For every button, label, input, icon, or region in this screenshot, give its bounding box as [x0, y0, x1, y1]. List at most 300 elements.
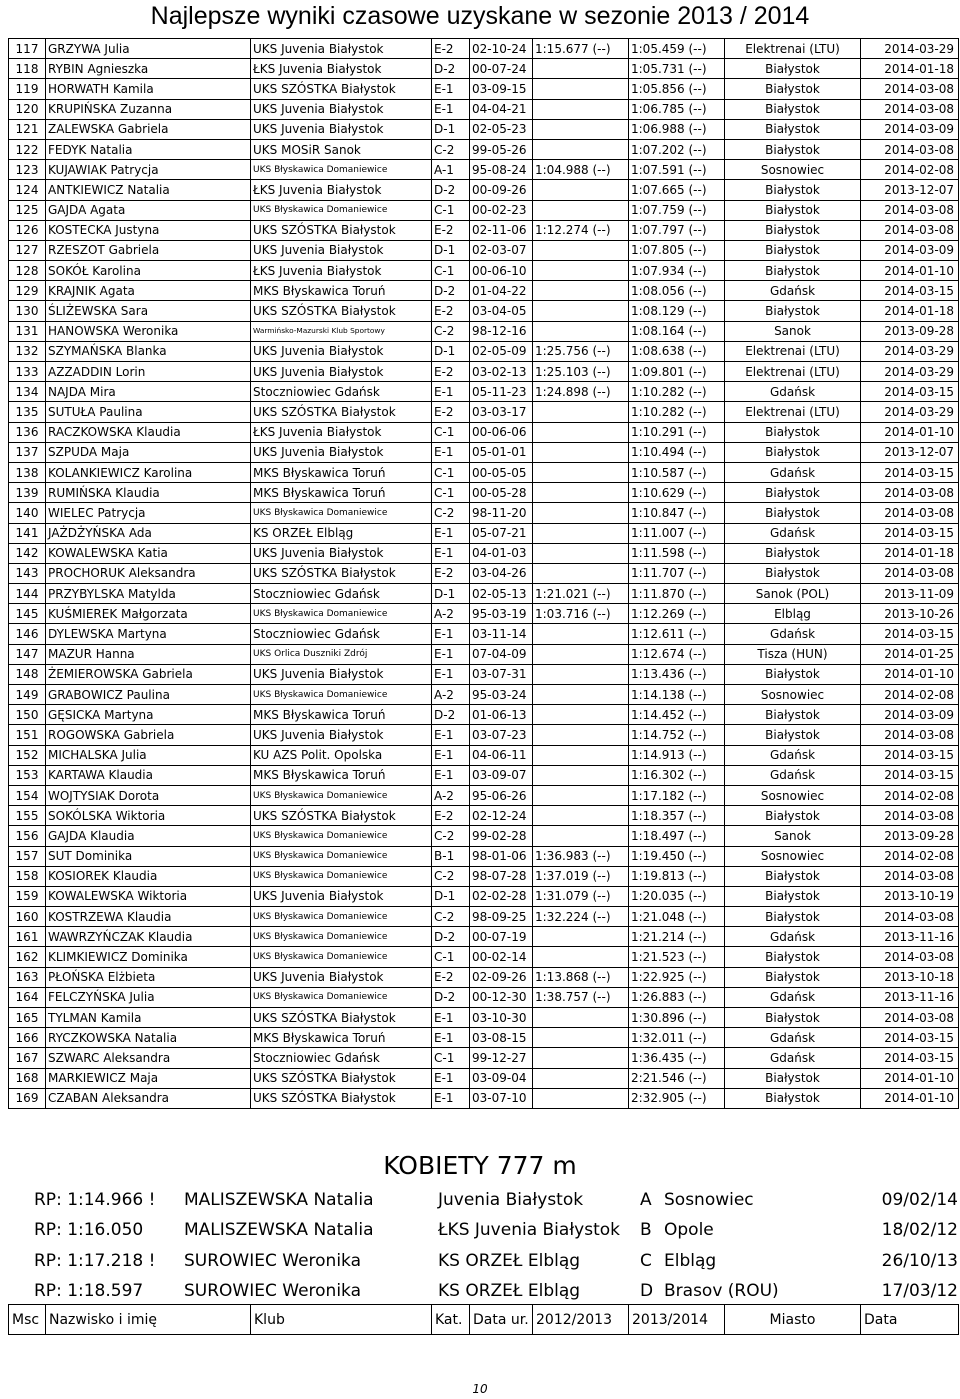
club-cell: UKS Juvenia Białystok	[251, 362, 432, 382]
time-2014-cell: 1:11.707 (--)	[629, 563, 725, 583]
time-2014-cell: 1:14.913 (--)	[629, 745, 725, 765]
position-cell: 166	[9, 1028, 46, 1048]
date-cell: 2014-03-09	[861, 240, 959, 260]
athlete-name-cell: ŚLIŻEWSKA Sara	[46, 301, 251, 321]
position-cell: 124	[9, 180, 46, 200]
time-2014-cell: 1:21.214 (--)	[629, 927, 725, 947]
category-cell: D-1	[432, 341, 470, 361]
club-cell: MKS Błyskawica Toruń	[251, 462, 432, 482]
date-cell: 2014-03-15	[861, 281, 959, 301]
time-2013-cell	[533, 765, 629, 785]
category-cell: E-2	[432, 362, 470, 382]
table-row	[9, 99, 959, 119]
athlete-name-cell: WAWRZYŃCZAK Klaudia	[46, 927, 251, 947]
time-2014-cell: 1:07.934 (--)	[629, 261, 725, 281]
record-row	[34, 1185, 960, 1215]
athlete-name-cell: PRZYBYLSKA Matylda	[46, 584, 251, 604]
category-cell: D-1	[432, 119, 470, 139]
position-cell: 154	[9, 785, 46, 805]
date-cell: 2014-03-08	[861, 483, 959, 503]
record-date: 18/02/12	[881, 1220, 958, 1241]
position-cell: 134	[9, 382, 46, 402]
table-row	[9, 907, 959, 927]
city-cell: Tisza (HUN)	[725, 644, 861, 664]
record-label: RP: 1:16.050	[34, 1220, 144, 1241]
record-category-letter: B	[640, 1220, 652, 1241]
date-cell: 2014-01-10	[861, 1088, 959, 1108]
date-cell: 2014-03-15	[861, 382, 959, 402]
table-row	[9, 927, 959, 947]
time-2014-cell: 1:21.048 (--)	[629, 907, 725, 927]
category-cell: C-1	[432, 1048, 470, 1068]
date-cell: 2013-11-09	[861, 584, 959, 604]
category-cell: C-2	[432, 866, 470, 886]
time-2014-cell: 1:07.805 (--)	[629, 240, 725, 260]
athlete-name-cell: KLIMKIEWICZ Dominika	[46, 947, 251, 967]
date-cell: 2014-01-10	[861, 261, 959, 281]
record-city: Opole	[664, 1220, 714, 1241]
time-2013-cell: 1:38.757 (--)	[533, 987, 629, 1007]
club-cell: Stoczniowiec Gdańsk	[251, 1048, 432, 1068]
birth-date-cell: 03-04-26	[470, 563, 533, 583]
position-cell: 153	[9, 765, 46, 785]
birth-date-cell: 00-02-23	[470, 200, 533, 220]
city-cell: Sanok (POL)	[725, 584, 861, 604]
record-label: RP: 1:14.966 !	[34, 1190, 156, 1211]
club-cell: UKS Błyskawica Domaniewice	[251, 200, 432, 220]
date-cell: 2014-03-08	[861, 725, 959, 745]
table-row	[9, 1088, 959, 1108]
athlete-name-cell: KOSTECKA Justyna	[46, 220, 251, 240]
header-name: Nazwisko i imię	[46, 1305, 251, 1335]
club-cell: UKS SZÓSTKA Białystok	[251, 402, 432, 422]
date-cell: 2014-03-29	[861, 362, 959, 382]
city-cell: Białystok	[725, 301, 861, 321]
time-2013-cell	[533, 927, 629, 947]
date-cell: 2014-03-15	[861, 523, 959, 543]
time-2014-cell: 1:10.291 (--)	[629, 422, 725, 442]
position-cell: 117	[9, 39, 46, 59]
time-2013-cell	[533, 1008, 629, 1028]
time-2013-cell	[533, 685, 629, 705]
city-cell: Elektrenai (LTU)	[725, 362, 861, 382]
club-cell: Stoczniowiec Gdańsk	[251, 584, 432, 604]
position-cell: 133	[9, 362, 46, 382]
time-2013-cell	[533, 826, 629, 846]
athlete-name-cell: KUJAWIAK Patrycja	[46, 160, 251, 180]
header-city: Miasto	[725, 1305, 861, 1335]
date-cell: 2014-03-15	[861, 745, 959, 765]
category-cell: E-1	[432, 523, 470, 543]
birth-date-cell: 04-01-03	[470, 543, 533, 563]
time-2014-cell: 1:08.056 (--)	[629, 281, 725, 301]
column-header-table	[8, 1304, 959, 1335]
category-cell: E-2	[432, 967, 470, 987]
date-cell: 2014-01-10	[861, 1068, 959, 1088]
category-cell: E-1	[432, 1088, 470, 1108]
date-cell: 2013-11-16	[861, 987, 959, 1007]
club-cell: UKS Juvenia Białystok	[251, 664, 432, 684]
date-cell: 2013-12-07	[861, 442, 959, 462]
table-row	[9, 705, 959, 725]
birth-date-cell: 01-06-13	[470, 705, 533, 725]
city-cell: Białystok	[725, 705, 861, 725]
city-cell: Gdańsk	[725, 1048, 861, 1068]
date-cell: 2014-03-15	[861, 462, 959, 482]
time-2014-cell: 1:10.282 (--)	[629, 402, 725, 422]
position-cell: 148	[9, 664, 46, 684]
position-cell: 155	[9, 806, 46, 826]
city-cell: Elektrenai (LTU)	[725, 341, 861, 361]
header-birth-date: Data ur.	[470, 1305, 533, 1335]
date-cell: 2014-03-15	[861, 1028, 959, 1048]
position-cell: 118	[9, 59, 46, 79]
position-cell: 150	[9, 705, 46, 725]
category-cell: E-1	[432, 543, 470, 563]
date-cell: 2014-02-08	[861, 685, 959, 705]
city-cell: Białystok	[725, 725, 861, 745]
club-cell: UKS SZÓSTKA Białystok	[251, 220, 432, 240]
record-city: Sosnowiec	[664, 1190, 754, 1211]
athlete-name-cell: SOKÓLSKA Wiktoria	[46, 806, 251, 826]
table-row	[9, 866, 959, 886]
position-cell: 129	[9, 281, 46, 301]
time-2014-cell: 1:09.801 (--)	[629, 362, 725, 382]
table-row	[9, 119, 959, 139]
position-cell: 121	[9, 119, 46, 139]
city-cell: Białystok	[725, 563, 861, 583]
header-date: Data	[861, 1305, 959, 1335]
record-city: Brasov (ROU)	[664, 1281, 779, 1302]
birth-date-cell: 95-08-24	[470, 160, 533, 180]
athlete-name-cell: RACZKOWSKA Klaudia	[46, 422, 251, 442]
birth-date-cell: 04-04-21	[470, 99, 533, 119]
date-cell: 2014-03-15	[861, 1048, 959, 1068]
birth-date-cell: 00-09-26	[470, 180, 533, 200]
table-row	[9, 39, 959, 59]
club-cell: UKS SZÓSTKA Białystok	[251, 79, 432, 99]
time-2014-cell: 1:18.497 (--)	[629, 826, 725, 846]
time-2014-cell: 1:19.813 (--)	[629, 866, 725, 886]
athlete-name-cell: CZABAN Aleksandra	[46, 1088, 251, 1108]
date-cell: 2013-09-28	[861, 321, 959, 341]
date-cell: 2014-03-09	[861, 705, 959, 725]
athlete-name-cell: WOJTYSIAK Dorota	[46, 785, 251, 805]
date-cell: 2014-03-08	[861, 99, 959, 119]
record-athlete-name: SUROWIEC Weronika	[184, 1281, 362, 1302]
city-cell: Gdańsk	[725, 624, 861, 644]
record-label: RP: 1:18.597	[34, 1281, 144, 1302]
table-row	[9, 402, 959, 422]
club-cell: MKS Błyskawica Toruń	[251, 281, 432, 301]
club-cell: UKS Juvenia Białystok	[251, 99, 432, 119]
date-cell: 2013-12-07	[861, 180, 959, 200]
position-cell: 168	[9, 1068, 46, 1088]
athlete-name-cell: TYLMAN Kamila	[46, 1008, 251, 1028]
position-cell: 163	[9, 967, 46, 987]
birth-date-cell: 03-08-15	[470, 1028, 533, 1048]
birth-date-cell: 00-05-05	[470, 462, 533, 482]
page-title: Najlepsze wyniki czasowe uzyskane w sezonie 2013 / 2014	[150, 2, 810, 30]
athlete-name-cell: ROGOWSKA Gabriela	[46, 725, 251, 745]
athlete-name-cell: RYCZKOWSKA Natalia	[46, 1028, 251, 1048]
category-cell: B-1	[432, 846, 470, 866]
birth-date-cell: 02-02-28	[470, 886, 533, 906]
record-label: RP: 1:17.218 !	[34, 1250, 156, 1271]
time-2013-cell	[533, 200, 629, 220]
date-cell: 2013-11-16	[861, 927, 959, 947]
category-cell: D-1	[432, 886, 470, 906]
athlete-name-cell: SUT Dominika	[46, 846, 251, 866]
table-row	[9, 987, 959, 1007]
table-row	[9, 765, 959, 785]
records-body	[34, 1185, 960, 1306]
table-row	[9, 584, 959, 604]
category-cell: E-1	[432, 1008, 470, 1028]
time-2014-cell: 1:10.494 (--)	[629, 442, 725, 462]
position-cell: 135	[9, 402, 46, 422]
birth-date-cell: 03-11-14	[470, 624, 533, 644]
category-cell: E-2	[432, 806, 470, 826]
category-cell: E-1	[432, 644, 470, 664]
table-row	[9, 79, 959, 99]
table-row	[9, 261, 959, 281]
athlete-name-cell: KRAJNIK Agata	[46, 281, 251, 301]
time-2014-cell: 1:07.591 (--)	[629, 160, 725, 180]
record-category-letter: D	[640, 1281, 654, 1302]
position-cell: 165	[9, 1008, 46, 1028]
date-cell: 2014-03-08	[861, 79, 959, 99]
time-2014-cell: 1:07.202 (--)	[629, 139, 725, 159]
time-2013-cell	[533, 745, 629, 765]
athlete-name-cell: MARKIEWICZ Maja	[46, 1068, 251, 1088]
club-cell: Stoczniowiec Gdańsk	[251, 624, 432, 644]
athlete-name-cell: KOSIOREK Klaudia	[46, 866, 251, 886]
city-cell: Gdańsk	[725, 1028, 861, 1048]
time-2014-cell: 1:08.129 (--)	[629, 301, 725, 321]
time-2013-cell: 1:15.677 (--)	[533, 39, 629, 59]
city-cell: Białystok	[725, 907, 861, 927]
record-club: ŁKS Juvenia Białystok	[438, 1220, 620, 1241]
club-cell: UKS SZÓSTKA Białystok	[251, 1088, 432, 1108]
date-cell: 2014-01-10	[861, 422, 959, 442]
category-cell: A-1	[432, 160, 470, 180]
position-cell: 156	[9, 826, 46, 846]
category-cell: E-1	[432, 1068, 470, 1088]
club-cell: KS ORZEŁ Elbląg	[251, 523, 432, 543]
city-cell: Sanok	[725, 826, 861, 846]
category-cell: D-2	[432, 281, 470, 301]
position-cell: 147	[9, 644, 46, 664]
category-cell: C-2	[432, 321, 470, 341]
table-row	[9, 321, 959, 341]
category-cell: E-2	[432, 301, 470, 321]
table-row	[9, 200, 959, 220]
time-2013-cell	[533, 99, 629, 119]
category-cell: E-2	[432, 402, 470, 422]
club-cell: Warmińsko-Mazurski Klub Sportowy	[251, 321, 432, 341]
table-row	[9, 240, 959, 260]
column-header-row	[9, 1305, 959, 1335]
time-2013-cell	[533, 806, 629, 826]
athlete-name-cell: WIELEC Patrycja	[46, 503, 251, 523]
time-2013-cell: 1:21.021 (--)	[533, 584, 629, 604]
table-row	[9, 160, 959, 180]
club-cell: MKS Błyskawica Toruń	[251, 1028, 432, 1048]
date-cell: 2014-03-15	[861, 765, 959, 785]
time-2014-cell: 1:10.282 (--)	[629, 382, 725, 402]
time-2013-cell	[533, 79, 629, 99]
club-cell: ŁKS Juvenia Białystok	[251, 59, 432, 79]
city-cell: Białystok	[725, 947, 861, 967]
record-club: KS ORZEŁ Elbląg	[438, 1250, 581, 1271]
position-cell: 169	[9, 1088, 46, 1108]
position-cell: 162	[9, 947, 46, 967]
category-cell: E-1	[432, 745, 470, 765]
club-cell: UKS SZÓSTKA Białystok	[251, 1068, 432, 1088]
date-cell: 2014-01-18	[861, 543, 959, 563]
position-cell: 139	[9, 483, 46, 503]
category-cell: D-2	[432, 987, 470, 1007]
time-2013-cell	[533, 664, 629, 684]
athlete-name-cell: GRZYWA Julia	[46, 39, 251, 59]
athlete-name-cell: ANTKIEWICZ Natalia	[46, 180, 251, 200]
position-cell: 145	[9, 604, 46, 624]
category-cell: C-1	[432, 483, 470, 503]
city-cell: Białystok	[725, 139, 861, 159]
table-row	[9, 382, 959, 402]
date-cell: 2014-03-29	[861, 39, 959, 59]
record-athlete-name: SUROWIEC Weronika	[184, 1250, 362, 1271]
category-cell: D-2	[432, 59, 470, 79]
position-cell: 159	[9, 886, 46, 906]
birth-date-cell: 98-12-16	[470, 321, 533, 341]
time-2013-cell	[533, 725, 629, 745]
athlete-name-cell: KOLANKIEWICZ Karolina	[46, 462, 251, 482]
club-cell: UKS Błyskawica Domaniewice	[251, 907, 432, 927]
position-cell: 160	[9, 907, 46, 927]
athlete-name-cell: ŻEMIEROWSKA Gabriela	[46, 664, 251, 684]
club-cell: UKS Juvenia Białystok	[251, 543, 432, 563]
time-2013-cell	[533, 442, 629, 462]
athlete-name-cell: SZWARC Aleksandra	[46, 1048, 251, 1068]
position-cell: 120	[9, 99, 46, 119]
time-2013-cell	[533, 321, 629, 341]
table-row	[9, 301, 959, 321]
table-row	[9, 563, 959, 583]
time-2014-cell: 1:16.302 (--)	[629, 765, 725, 785]
city-cell: Elektrenai (LTU)	[725, 39, 861, 59]
page-number: 10	[472, 1382, 488, 1396]
time-2014-cell: 1:30.896 (--)	[629, 1008, 725, 1028]
club-cell: UKS Błyskawica Domaniewice	[251, 160, 432, 180]
time-2013-cell: 1:13.868 (--)	[533, 967, 629, 987]
birth-date-cell: 04-06-11	[470, 745, 533, 765]
time-2013-cell	[533, 705, 629, 725]
date-cell: 2014-01-10	[861, 664, 959, 684]
athlete-name-cell: MAZUR Hanna	[46, 644, 251, 664]
athlete-name-cell: FEDYK Natalia	[46, 139, 251, 159]
athlete-name-cell: HORWATH Kamila	[46, 79, 251, 99]
club-cell: Stoczniowiec Gdańsk	[251, 382, 432, 402]
club-cell: UKS Juvenia Białystok	[251, 39, 432, 59]
club-cell: UKS Juvenia Białystok	[251, 886, 432, 906]
city-cell: Gdańsk	[725, 523, 861, 543]
table-row	[9, 826, 959, 846]
date-cell: 2014-03-08	[861, 947, 959, 967]
record-date: 26/10/13	[881, 1250, 958, 1271]
category-cell: E-2	[432, 220, 470, 240]
time-2014-cell: 1:11.870 (--)	[629, 584, 725, 604]
time-2014-cell: 1:12.269 (--)	[629, 604, 725, 624]
category-cell: C-2	[432, 907, 470, 927]
category-cell: E-1	[432, 725, 470, 745]
city-cell: Gdańsk	[725, 462, 861, 482]
club-cell: UKS Błyskawica Domaniewice	[251, 604, 432, 624]
birth-date-cell: 95-06-26	[470, 785, 533, 805]
date-cell: 2014-02-08	[861, 846, 959, 866]
club-cell: UKS Juvenia Białystok	[251, 341, 432, 361]
club-cell: UKS Błyskawica Domaniewice	[251, 826, 432, 846]
category-cell: A-2	[432, 785, 470, 805]
club-cell: UKS Błyskawica Domaniewice	[251, 947, 432, 967]
club-cell: UKS SZÓSTKA Białystok	[251, 563, 432, 583]
category-cell: E-1	[432, 765, 470, 785]
city-cell: Gdańsk	[725, 987, 861, 1007]
header-season-2013-2014: 2013/2014	[629, 1305, 725, 1335]
birth-date-cell: 95-03-24	[470, 685, 533, 705]
athlete-name-cell: PŁOŃSKA Elżbieta	[46, 967, 251, 987]
table-row	[9, 1068, 959, 1088]
athlete-name-cell: RYBIN Agnieszka	[46, 59, 251, 79]
time-2014-cell: 1:14.452 (--)	[629, 705, 725, 725]
date-cell: 2014-03-08	[861, 907, 959, 927]
club-cell: ŁKS Juvenia Białystok	[251, 261, 432, 281]
table-row	[9, 785, 959, 805]
city-cell: Sosnowiec	[725, 160, 861, 180]
time-2014-cell: 1:06.785 (--)	[629, 99, 725, 119]
athlete-name-cell: ZALEWSKA Gabriela	[46, 119, 251, 139]
city-cell: Sosnowiec	[725, 685, 861, 705]
table-row	[9, 1008, 959, 1028]
city-cell: Białystok	[725, 483, 861, 503]
position-cell: 131	[9, 321, 46, 341]
time-2014-cell: 1:07.797 (--)	[629, 220, 725, 240]
category-cell: C-1	[432, 261, 470, 281]
birth-date-cell: 03-02-13	[470, 362, 533, 382]
date-cell: 2014-03-08	[861, 220, 959, 240]
birth-date-cell: 02-03-07	[470, 240, 533, 260]
time-2013-cell: 1:25.103 (--)	[533, 362, 629, 382]
date-cell: 2014-01-18	[861, 59, 959, 79]
table-row	[9, 745, 959, 765]
time-2014-cell: 1:12.611 (--)	[629, 624, 725, 644]
table-row	[9, 503, 959, 523]
time-2013-cell	[533, 785, 629, 805]
date-cell: 2013-10-19	[861, 886, 959, 906]
position-cell: 125	[9, 200, 46, 220]
time-2013-cell: 1:12.274 (--)	[533, 220, 629, 240]
birth-date-cell: 03-09-04	[470, 1068, 533, 1088]
city-cell: Białystok	[725, 1008, 861, 1028]
time-2014-cell: 1:05.459 (--)	[629, 39, 725, 59]
table-row	[9, 685, 959, 705]
birth-date-cell: 03-03-17	[470, 402, 533, 422]
table-row	[9, 442, 959, 462]
record-row	[34, 1246, 960, 1276]
date-cell: 2014-03-08	[861, 866, 959, 886]
birth-date-cell: 03-10-30	[470, 1008, 533, 1028]
